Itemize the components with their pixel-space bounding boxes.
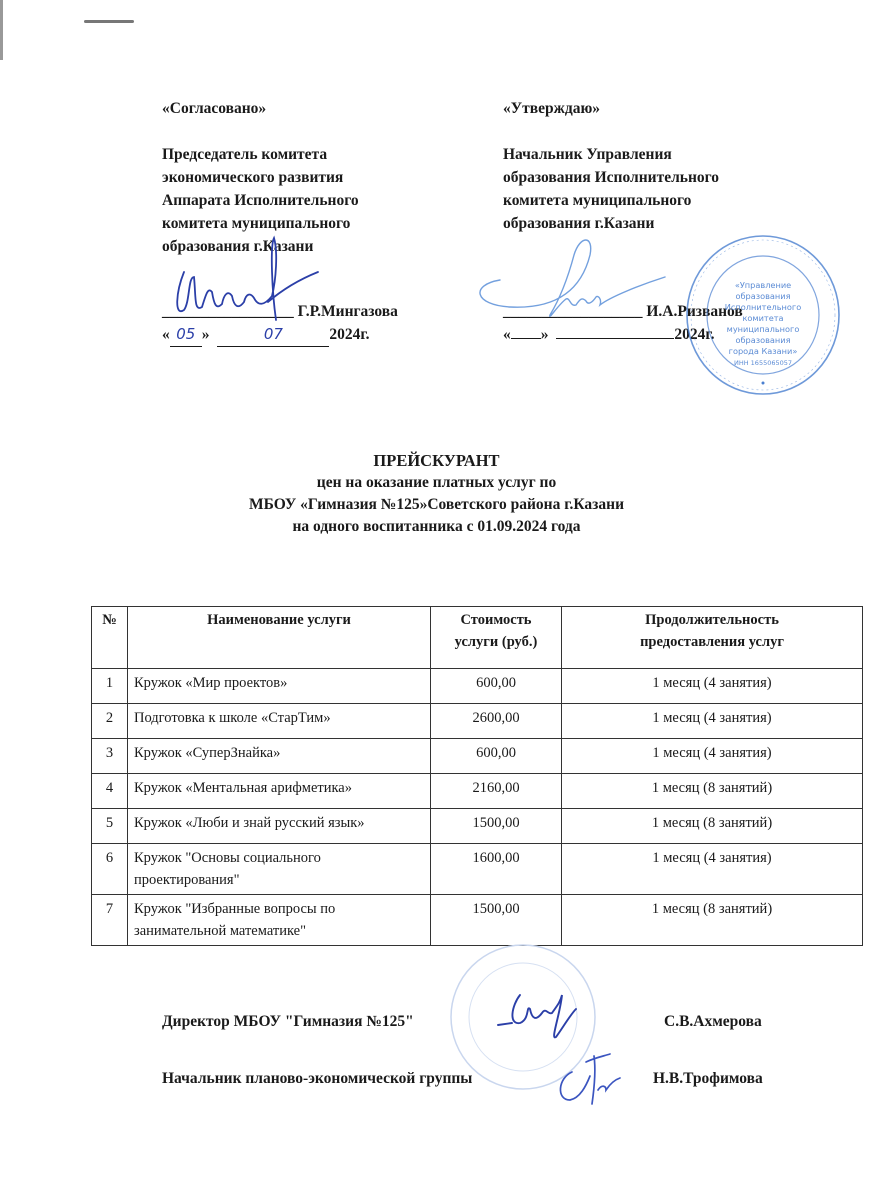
header-price: Стоимость услуги (руб.) [431,607,562,669]
position-line: Начальник Управления [503,146,672,163]
date-line: « » 2024г. [503,326,715,343]
header-duration: Продолжительность предоставления услуг [562,607,863,669]
date-line: « 05 » 07 2024г. [162,323,370,347]
position-line: комитета муниципального [503,192,692,209]
price-table [91,606,863,946]
director-position: Директор МБОУ "Гимназия №125" [162,1013,414,1030]
table-row: 4 Кружок «Ментальная арифметика» 2160,00 1 месяц (8 занятий) [92,774,863,809]
scan-edge [0,0,3,60]
date-day: 05 [176,325,196,343]
signature-director-icon [490,985,590,1045]
header-num: № [92,607,128,669]
stamp-text: «Управление [734,280,792,290]
signature-mingazova-icon [172,232,332,327]
document-title [0,450,873,538]
date-year: 2024г. [329,326,370,343]
title-line: на одного воспитанника с 01.09.2024 года [292,518,581,535]
svg-text:ИНН 1655065057: ИНН 1655065057 [733,359,793,367]
header-name: Наименование услуги [128,607,431,669]
planning-head-position: Начальник планово-экономической группы [162,1070,473,1087]
approval-heading: «Согласовано» [162,100,267,117]
svg-text:муниципального: муниципального [726,324,800,334]
svg-text:города Казани»: города Казани» [728,346,798,356]
approval-heading: «Утверждаю» [503,100,601,117]
svg-text:образования: образования [735,335,791,345]
position-line: образования г.Казани [503,215,655,232]
director-name: С.В.Ахмерова [664,1013,762,1030]
position-line: экономического развития [162,169,344,186]
position-line: образования г.Казани [162,238,314,255]
signature-underline: __________________ [503,303,643,320]
position-line: Председатель комитета [162,146,328,163]
svg-text:комитета: комитета [742,313,784,323]
table-row: 1 Кружок «Мир проектов» 600,00 1 месяц (4 занятия) [92,669,863,704]
table-row: 3 Кружок «СуперЗнайка» 600,00 1 месяц (4 занятия) [92,739,863,774]
approval-block-approved [503,97,803,235]
position-line: комитета муниципального [162,215,351,232]
signatory-name: И.А.Ризванов [646,303,743,320]
position-line: образования Исполнительного [503,169,720,186]
table-row: 2 Подготовка к школе «СтарТим» 2600,00 1 месяц (4 занятия) [92,704,863,739]
svg-text:Исполнительного: Исполнительного [724,302,802,312]
svg-text:образования: образования [735,291,791,301]
signature-trofimova-icon [550,1050,630,1110]
table-header-row [92,607,863,669]
signature-rizvanov-icon [470,225,670,335]
signature-underline: _________________ [162,303,294,320]
signatory-name: Г.Р.Мингазова [297,303,398,320]
official-stamp-icon [683,233,843,398]
table-row: 6 Кружок "Основы социального проектирования" 1600,00 1 месяц (4 занятия) [92,844,863,895]
table-row: 7 Кружок "Избранные вопросы по занимательной математике" 1500,00 1 месяц (8 занятий) [92,895,863,946]
position-line: Аппарата Исполнительного [162,192,359,209]
date-year: 2024г. [674,326,715,343]
title-line: цен на оказание платных услуг по [316,474,557,491]
date-month: 07 [263,325,283,343]
planning-head-name: Н.В.Трофимова [653,1070,763,1087]
table-row: 5 Кружок «Люби и знай русский язык» 1500,00 1 месяц (8 занятий) [92,809,863,844]
title-line: МБОУ «Гимназия №125»Советского района г.Казани [248,496,625,513]
scan-mark [84,20,134,23]
title-main: ПРЕЙСКУРАНТ [373,451,500,470]
